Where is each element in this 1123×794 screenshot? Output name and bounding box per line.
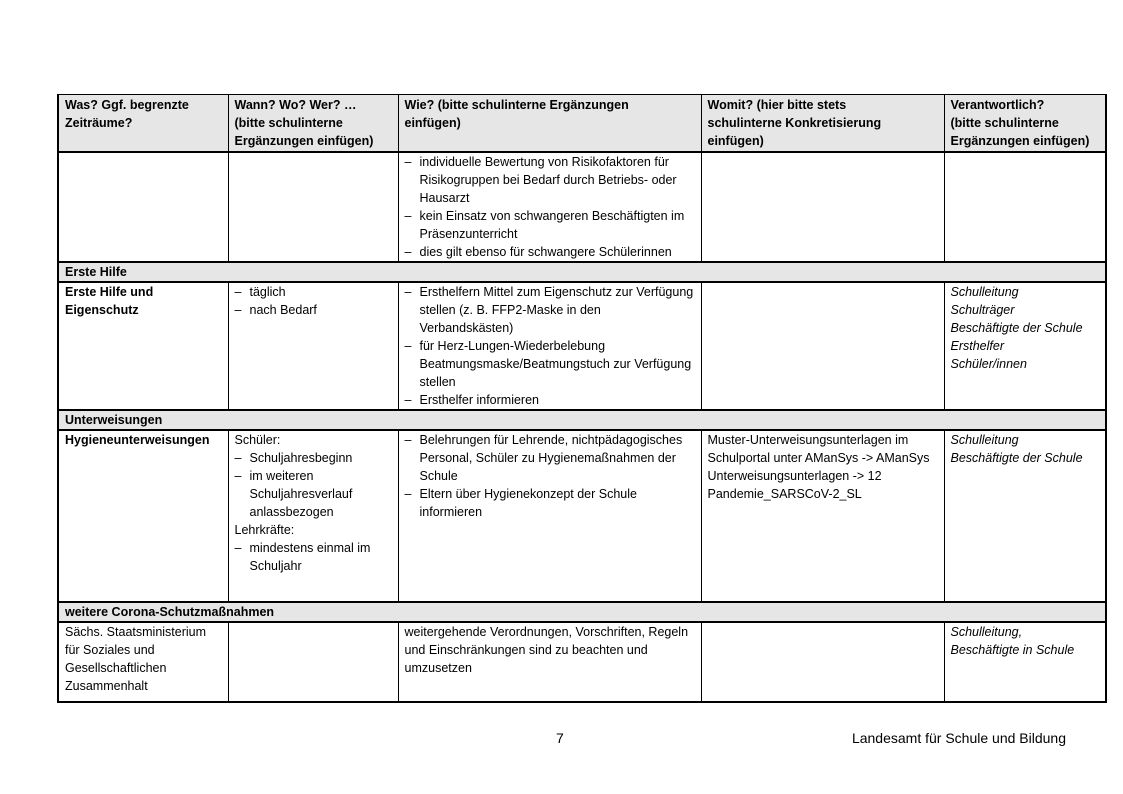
table-row (58, 152, 1106, 262)
list-item: – täglich (235, 283, 392, 301)
list-item: – im weiteren Schuljahresverlauf anlassbezogen (235, 467, 392, 521)
cell-verantwortlich (944, 282, 1106, 410)
header-was-line1: Was? Ggf. begrenzte (65, 98, 189, 112)
section-title: Unterweisungen (58, 410, 1106, 430)
section-title: weitere Corona-Schutzmaßnahmen (58, 602, 1106, 622)
header-womit-line1: Womit? (hier bitte stets (707, 98, 847, 112)
list-item: – nach Bedarf (235, 301, 392, 319)
cell-was: Sächs. Staatsministerium für Soziales und Gesellschaftlichen Zusammenhalt (58, 622, 228, 702)
responsible-item: Beschäftigte der Schule (950, 451, 1083, 465)
cell-was (58, 282, 228, 410)
responsible-item: Beschäftigte der Schule (950, 321, 1083, 335)
header-wann-line2: (bitte schulinterne (234, 116, 343, 130)
responsible-item: Beschäftigte in Schule (950, 643, 1075, 657)
header-verantwortlich-line1: Verantwortlich? (950, 98, 1045, 112)
header-wie (398, 95, 701, 153)
responsible-item: Schulträger (950, 303, 1015, 317)
table-row (58, 430, 1106, 602)
header-wann-line1: Wann? Wo? Wer? … (234, 98, 357, 112)
header-verantwortlich-line2: (bitte schulinterne (950, 116, 1059, 130)
responsible-item: Schulleitung, (950, 625, 1023, 639)
wann-label-lehrkraefte: Lehrkräfte: (234, 523, 295, 537)
cell-verantwortlich (944, 152, 1106, 262)
list-item: – Schuljahresbeginn (235, 449, 392, 467)
header-was (58, 95, 228, 153)
header-wie-line2: einfügen) (404, 116, 461, 130)
table-row (58, 622, 1106, 702)
list-item: – Ersthelfern Mittel zum Eigenschutz zur Verfügung stellen (z. B. FFP2-Maske in den Verbandskästen) (405, 283, 695, 337)
responsible-item: Schulleitung (950, 433, 1019, 447)
footer-organization: Landesamt für Schule und Bildung (851, 730, 1066, 746)
measures-table (57, 94, 1107, 703)
cell-wie (398, 430, 701, 602)
cell-was: Hygieneunterweisungen (58, 430, 228, 602)
section-row-erste-hilfe (58, 262, 1106, 282)
wann-list (235, 539, 392, 575)
list-item: – Ersthelfer informieren (405, 391, 695, 409)
cell-womit (701, 282, 944, 410)
cell-wann (228, 430, 398, 602)
responsible-item: Ersthelfer (950, 339, 1004, 353)
header-womit (701, 95, 944, 153)
cell-was (58, 152, 228, 262)
wann-list (235, 283, 392, 319)
wie-list (405, 283, 695, 409)
cell-wann (228, 622, 398, 702)
list-item: – kein Einsatz von schwangeren Beschäftigten im Präsenzunterricht (405, 207, 695, 243)
cell-wie (398, 152, 701, 262)
list-item: – dies gilt ebenso für schwangere Schülerinnen (405, 243, 695, 261)
header-wie-line1: Wie? (bitte schulinterne Ergänzungen (404, 98, 629, 112)
header-was-line2: Zeiträume? (65, 116, 133, 130)
list-item: – Eltern über Hygienekonzept der Schule informieren (405, 485, 695, 521)
was-line2: Eigenschutz (65, 303, 139, 317)
cell-verantwortlich (944, 430, 1106, 602)
table-header-row (58, 95, 1106, 153)
cell-wann (228, 152, 398, 262)
header-verantwortlich-line3: Ergänzungen einfügen) (950, 134, 1090, 148)
cell-wie (398, 282, 701, 410)
list-item: – mindestens einmal im Schuljahr (235, 539, 392, 575)
header-wann (228, 95, 398, 153)
page-number: 7 (556, 730, 564, 746)
responsible-item: Schulleitung (950, 285, 1019, 299)
cell-womit (701, 622, 944, 702)
wann-label-schueler: Schüler: (234, 433, 281, 447)
list-item: – Belehrungen für Lehrende, nichtpädagogisches Personal, Schüler zu Hygienemaßnahmen der Schule (405, 431, 695, 485)
section-row-corona (58, 602, 1106, 622)
was-line1: Erste Hilfe und (65, 285, 154, 299)
cell-womit (701, 152, 944, 262)
header-wann-line3: Ergänzungen einfügen) (234, 134, 374, 148)
header-verantwortlich (944, 95, 1106, 153)
section-title: Erste Hilfe (58, 262, 1106, 282)
wann-list (235, 449, 392, 521)
header-womit-line2: schulinterne Konkretisierung (707, 116, 882, 130)
cell-womit: Muster-Unterweisungsunterlagen im Schulportal unter AManSys -> AManSys Unterweisungsunterlagen -> 12 Pandemie_SARSCoV-2_SL (701, 430, 944, 602)
responsible-item: Schüler/innen (950, 357, 1027, 371)
wie-list (405, 153, 695, 261)
list-item: – für Herz-Lungen-Wiederbelebung Beatmungsmaske/Beatmungstuch zur Verfügung stellen (405, 337, 695, 391)
wie-list (405, 431, 695, 521)
header-womit-line3: einfügen) (707, 134, 764, 148)
section-row-unterweisungen (58, 410, 1106, 430)
list-item: – individuelle Bewertung von Risikofaktoren für Risikogruppen bei Bedarf durch Betriebs- oder Hausarzt (405, 153, 695, 207)
table-row (58, 282, 1106, 410)
cell-verantwortlich (944, 622, 1106, 702)
cell-wie: weitergehende Verordnungen, Vorschriften, Regeln und Einschränkungen sind zu beachten und umzusetzen (398, 622, 701, 702)
cell-wann (228, 282, 398, 410)
